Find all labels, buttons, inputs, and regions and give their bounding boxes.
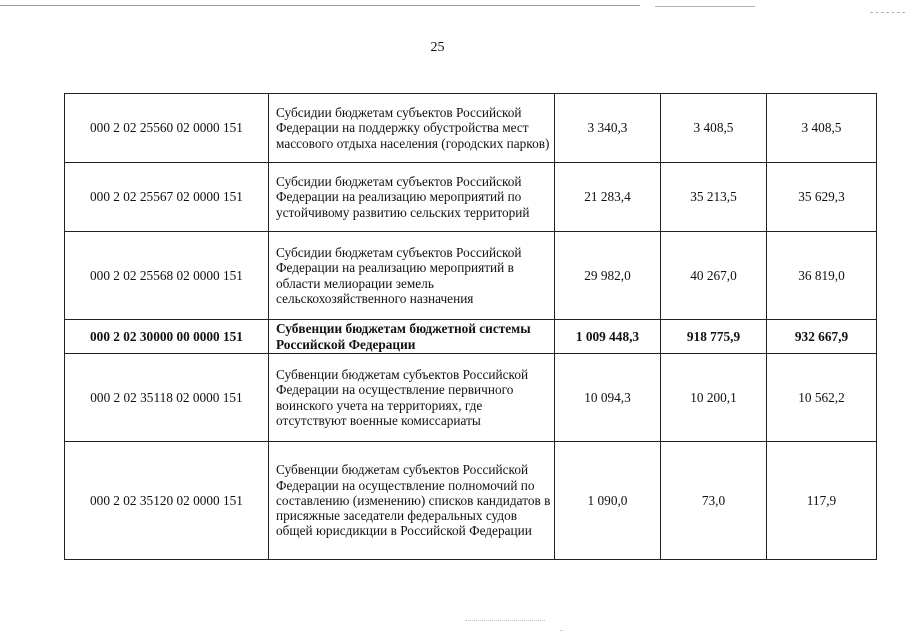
budget-code-cell: 000 2 02 25568 02 0000 151 [65,232,269,320]
amount-cell-col3: 932 667,9 [767,320,877,354]
table-row [65,442,877,560]
amount-cell-col2: 35 213,5 [661,163,767,232]
table-row [65,232,877,320]
amount-cell-col1: 10 094,3 [555,354,661,442]
amount-cell-col1: 29 982,0 [555,232,661,320]
scan-edge-line [655,6,755,7]
budget-code-cell: 000 2 02 35118 02 0000 151 [65,354,269,442]
budget-code-cell: 000 2 02 35120 02 0000 151 [65,442,269,560]
amount-cell-col3: 35 629,3 [767,163,877,232]
amount-cell-col3: 10 562,2 [767,354,877,442]
item-name-cell: Субвенции бюджетам субъектов Российской Федерации на осуществление первичного воинского учета на территориях, где отсутствуют военные комиссариаты [269,354,555,442]
amount-cell-col1: 1 090,0 [555,442,661,560]
amount-cell-col2: 40 267,0 [661,232,767,320]
amount-cell-col2: 3 408,5 [661,94,767,163]
item-name-cell: Субсидии бюджетам субъектов Российской Федерации на реализацию мероприятий по устойчивому развитию сельских территорий [269,163,555,232]
scan-edge-line [870,12,905,13]
item-name-cell: Субсидии бюджетам субъектов Российской Федерации на поддержку обустройства мест массового отдыха населения (городских парков) [269,94,555,163]
item-name-cell: Субсидии бюджетам субъектов Российской Федерации на реализацию мероприятий в области мелиорации земель сельскохозяйственного назначения [269,232,555,320]
table-row [65,94,877,163]
amount-cell-col2: 10 200,1 [661,354,767,442]
page-number: 25 [430,40,445,55]
budget-code-cell: 000 2 02 25560 02 0000 151 [65,94,269,163]
table-row-total [65,320,877,354]
amount-cell-col3: 36 819,0 [767,232,877,320]
amount-cell-col1: 1 009 448,3 [555,320,661,354]
amount-cell-col1: 21 283,4 [555,163,661,232]
item-name-cell: Субвенции бюджетам субъектов Российской Федерации на осуществление полномочий по составлению (изменению) списков кандидатов в присяжные заседатели федеральных судов общей юрисдикции в Российской Федерации [269,442,555,560]
budget-code-cell: 000 2 02 25567 02 0000 151 [65,163,269,232]
budget-code-cell: 000 2 02 30000 00 0000 151 [65,320,269,354]
table-row [65,354,877,442]
amount-cell-col3: 117,9 [767,442,877,560]
table-row [65,163,877,232]
amount-cell-col1: 3 340,3 [555,94,661,163]
scan-artifact [560,630,563,631]
amount-cell-col2: 73,0 [661,442,767,560]
amount-cell-col3: 3 408,5 [767,94,877,163]
amount-cell-col2: 918 775,9 [661,320,767,354]
budget-table [64,93,877,560]
scan-edge-line [0,5,640,6]
scan-artifact [465,620,545,621]
item-name-cell: Субвенции бюджетам бюджетной системы Российской Федерации [269,320,555,354]
